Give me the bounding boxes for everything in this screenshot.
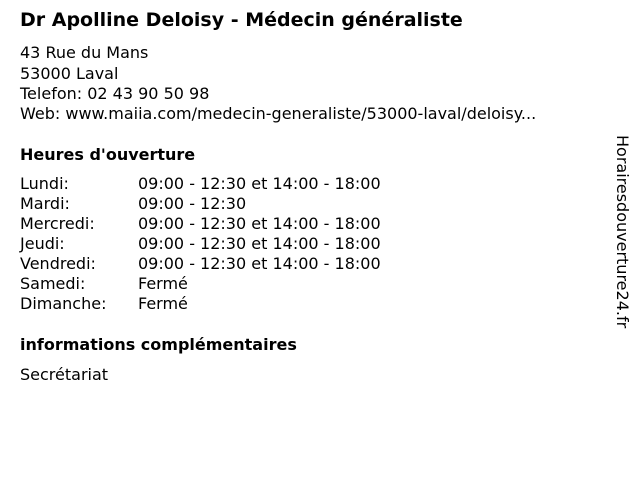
opening-hours-heading: Heures d'ouverture: [20, 145, 196, 164]
time-value: 09:00 - 12:30 et 14:00 - 18:00: [138, 234, 381, 253]
website-link[interactable]: Web: www.maiia.com/medecin-generaliste/53000-laval/deloisy...: [20, 104, 537, 123]
day-label: Dimanche:: [20, 294, 107, 313]
hours-row-saturday: [20, 274, 188, 294]
hours-row-monday: [20, 174, 381, 194]
day-label: Jeudi:: [20, 234, 65, 253]
address-street: 43 Rue du Mans: [20, 43, 149, 62]
page-title: Dr Apolline Deloisy - Médecin généraliste: [20, 9, 463, 31]
additional-info-text: Secrétariat: [20, 365, 109, 384]
time-value: Fermé: [138, 274, 188, 293]
day-label: Samedi:: [20, 274, 86, 293]
day-label: Vendredi:: [20, 254, 96, 273]
time-value: 09:00 - 12:30 et 14:00 - 18:00: [138, 214, 381, 233]
additional-info-heading: informations complémentaires: [20, 335, 297, 354]
hours-row-wednesday: [20, 214, 381, 234]
time-value: 09:00 - 12:30 et 14:00 - 18:00: [138, 254, 381, 273]
day-label: Mardi:: [20, 194, 70, 213]
hours-row-tuesday: [20, 194, 246, 214]
time-value: 09:00 - 12:30 et 14:00 - 18:00: [138, 174, 381, 193]
day-label: Lundi:: [20, 174, 69, 193]
address-city: 53000 Laval: [20, 64, 119, 83]
hours-row-thursday: [20, 234, 381, 254]
site-watermark: Horairesdouverture24.fr: [613, 135, 632, 329]
day-label: Mercredi:: [20, 214, 95, 233]
hours-row-friday: [20, 254, 381, 274]
time-value: 09:00 - 12:30: [138, 194, 247, 213]
time-value: Fermé: [138, 294, 188, 313]
hours-row-sunday: [20, 294, 188, 314]
phone-number[interactable]: Telefon: 02 43 90 50 98: [20, 84, 210, 103]
